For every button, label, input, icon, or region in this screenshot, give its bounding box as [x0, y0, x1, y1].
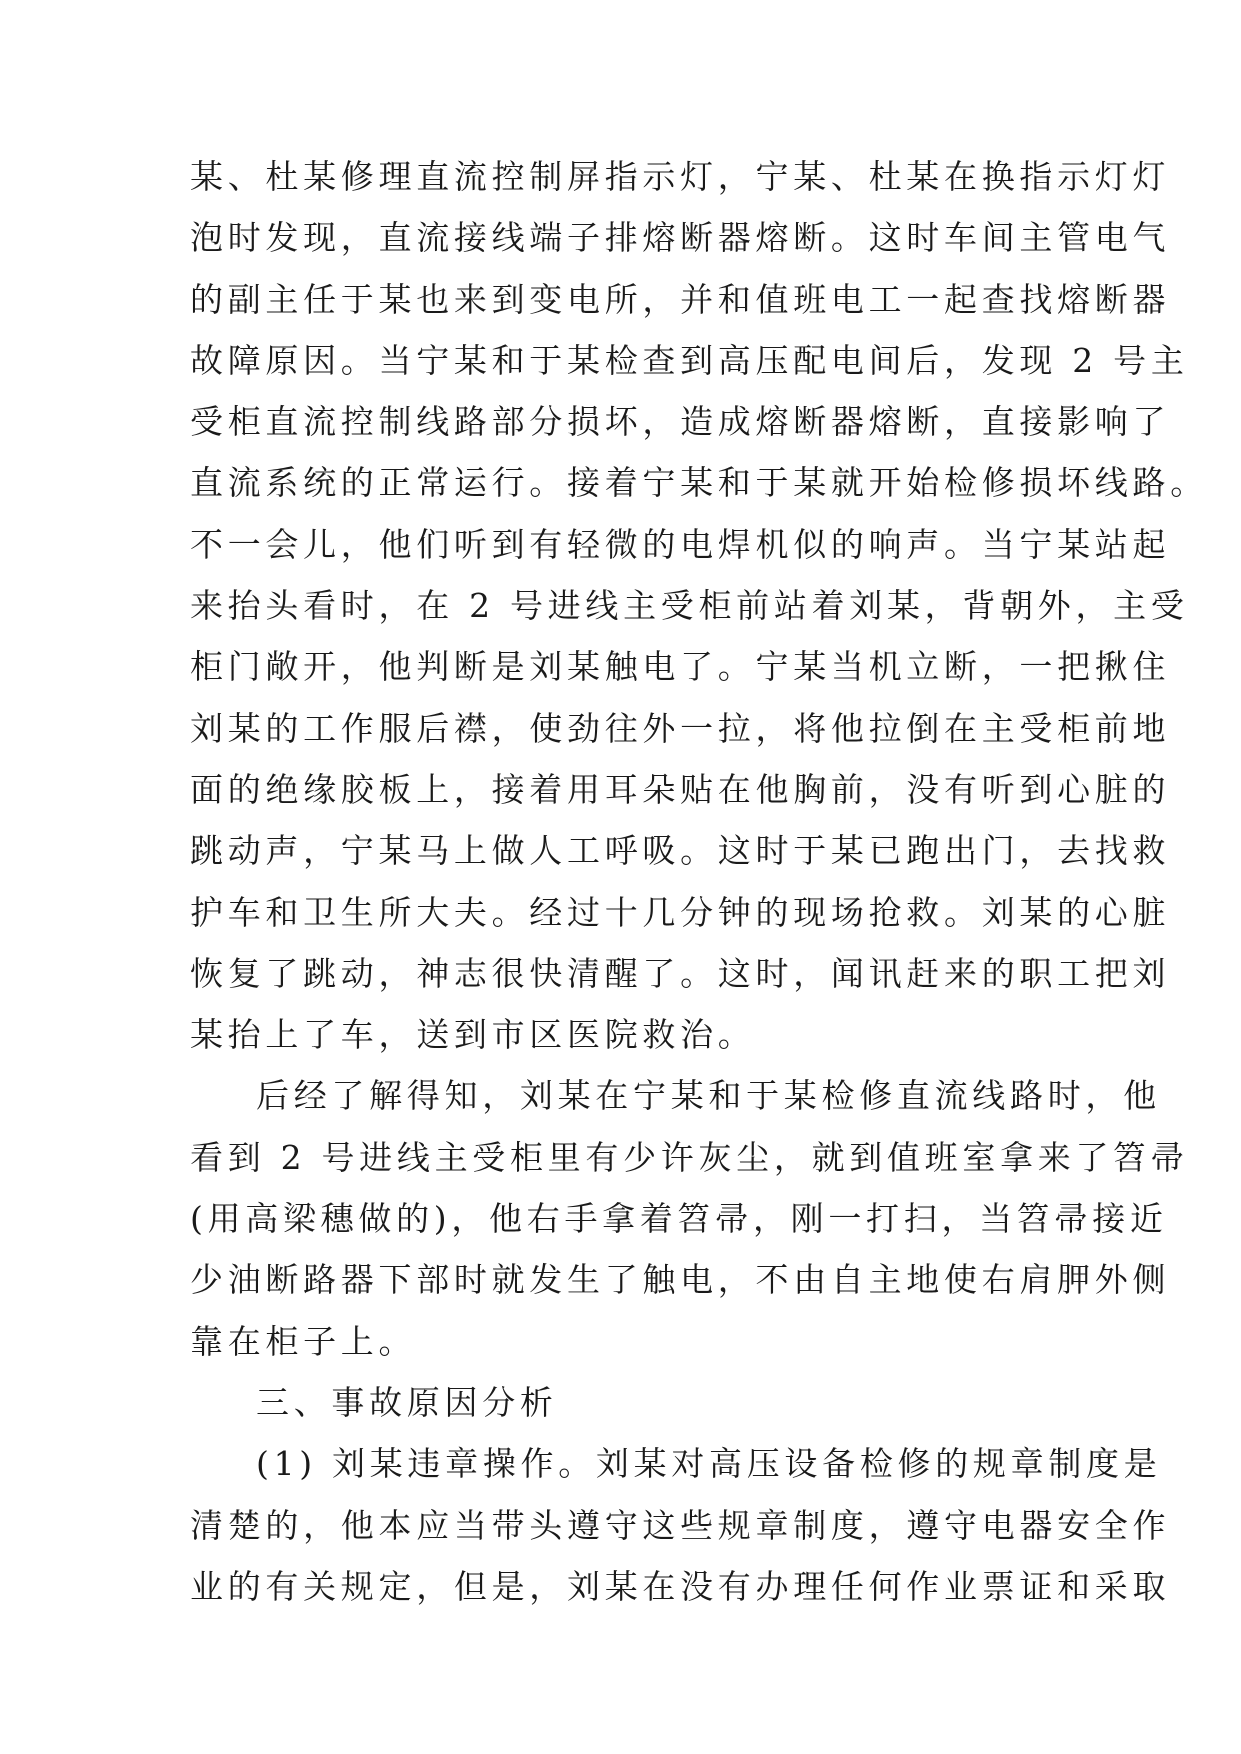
- section-heading: 三、事故原因分析: [256, 1382, 558, 1422]
- text-line: 某、杜某修理直流控制屏指示灯，宁某、杜某在换指示灯灯: [190, 157, 1171, 196]
- text-line: 清楚的，他本应当带头遵守这些规章制度，遵守电器安全作: [190, 1505, 1171, 1545]
- text-line: 靠在柜子上。: [190, 1321, 417, 1361]
- document-body: [190, 157, 1208, 1631]
- text-line: 护车和卫生所大夫。经过十几分钟的现场抢救。刘某的心脏: [190, 892, 1171, 932]
- text-line: 来抬头看时，在 2 号进线主受柜前站着刘某，背朝外，主受: [190, 586, 1189, 626]
- text-line: (用高梁穗做的)，他右手拿着笤帚，刚一打扫，当笤帚接近: [190, 1199, 1168, 1239]
- paragraph-start-line: (1) 刘某违章操作。刘某对高压设备检修的规章制度是: [256, 1444, 1162, 1484]
- text-line: 面的绝缘胶板上，接着用耳朵贴在他胸前，没有听到心脏的: [190, 769, 1171, 809]
- text-line: 不一会儿，他们听到有轻微的电焊机似的响声。当宁某站起: [190, 524, 1171, 564]
- paragraph-start-line: 后经了解得知，刘某在宁某和于某检修直流线路时，他: [256, 1076, 1161, 1116]
- text-line: 故障原因。当宁某和于某检查到高压配电间后，发现 2 号主: [190, 340, 1189, 380]
- text-line: 泡时发现，直流接线端子排熔断器熔断。这时车间主管电气: [190, 218, 1171, 258]
- text-line: 柜门敞开，他判断是刘某触电了。宁某当机立断，一把揪住: [190, 647, 1171, 687]
- text-line: 某抬上了车，送到市区医院救治。: [190, 1015, 756, 1055]
- text-line: 受柜直流控制线路部分损坏，造成熔断器熔断，直接影响了: [190, 402, 1171, 442]
- text-line: 刘某的工作服后襟，使劲往外一拉，将他拉倒在主受柜前地: [190, 708, 1171, 748]
- text-line: 恢复了跳动，神志很快清醒了。这时，闻讯赶来的职工把刘: [190, 953, 1171, 993]
- text-line: 业的有关规定，但是，刘某在没有办理任何作业票证和采取: [190, 1566, 1171, 1606]
- text-line: 跳动声，宁某马上做人工呼吸。这时于某已跑出门，去找救: [190, 831, 1171, 871]
- text-line: 看到 2 号进线主受柜里有少许灰尘，就到值班室拿来了笤帚: [190, 1137, 1189, 1177]
- text-line: 直流系统的正常运行。接着宁某和于某就开始检修损坏线路。: [190, 463, 1208, 503]
- text-line: 少油断路器下部时就发生了触电，不由自主地使右肩胛外侧: [190, 1260, 1171, 1300]
- text-line: 的副主任于某也来到变电所，并和值班电工一起查找熔断器: [190, 279, 1171, 319]
